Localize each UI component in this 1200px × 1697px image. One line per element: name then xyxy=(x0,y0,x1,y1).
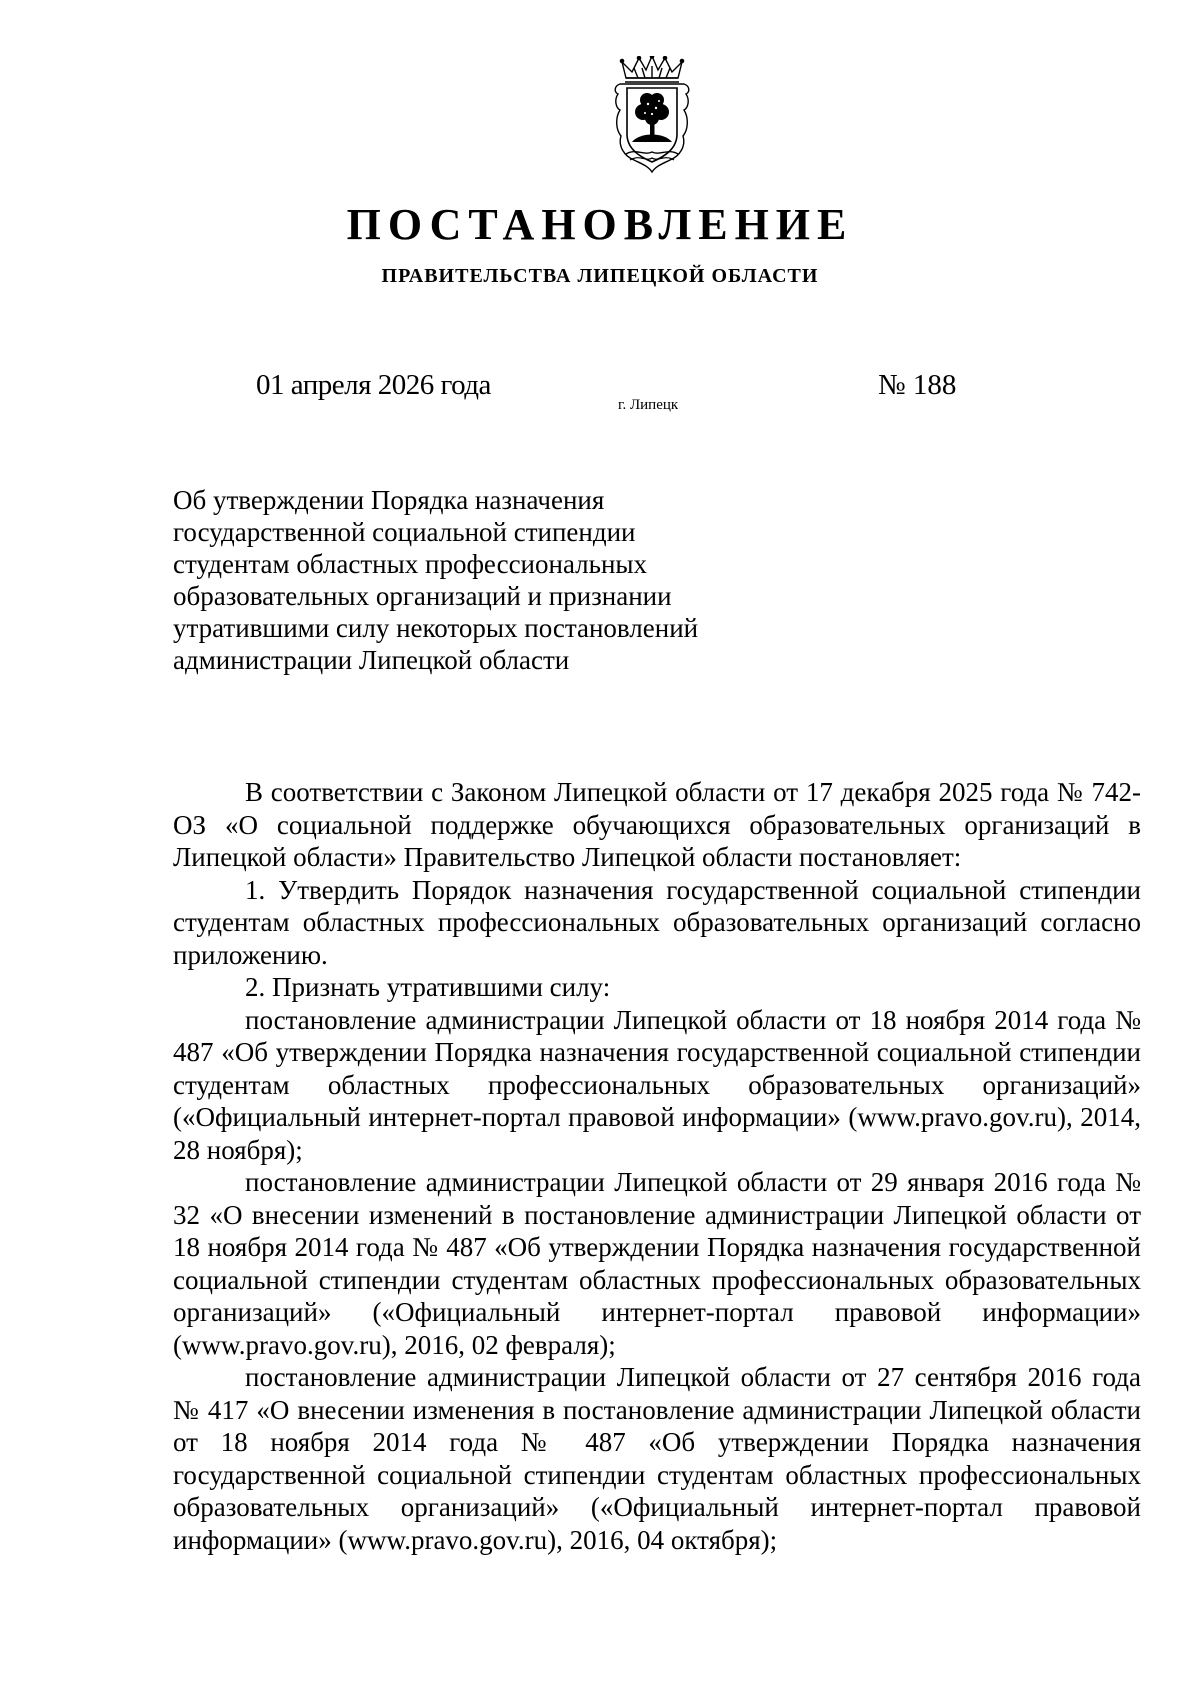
coat-of-arms-icon xyxy=(612,56,692,174)
document-issuer: ПРАВИТЕЛЬСТВА ЛИПЕЦКОЙ ОБЛАСТИ xyxy=(381,265,819,287)
document-body xyxy=(173,776,1141,1556)
subject-line: администрации Липецкой области xyxy=(173,645,570,675)
subject-line: утратившими силу некоторых постановлений xyxy=(173,613,699,643)
document-subject xyxy=(173,484,698,676)
subject-line: государственной социальной стипендии xyxy=(173,517,636,547)
body-paragraph-repeal-3: постановление администрации Липецкой области от 27 сентября 2016 года № 417 «О внесении изменения в постановление администрации Липецкой области от 18 ноября 2014 года № 487 «Об утверждении Порядка назначения государственной социальной стипендии студентам областных профессиональных образовательных организаций» («Официальный интернет-портал правовой информации» (www.pravo.gov.ru), 2016, 04 октября); xyxy=(173,1362,1141,1555)
body-paragraph-item-1: 1. Утвердить Порядок назначения государственной социальной стипендии студентам областных профессиональных образовательных организаций согласно приложению. xyxy=(173,874,1141,970)
body-paragraph-repeal-2: постановление администрации Липецкой области от 29 января 2016 года № 32 «О внесении изменений в постановление администрации Липецкой области от 18 ноября 2014 года № 487 «Об утверждении Порядка назначения государственной социальной стипендии студентам областных профессиональных образовательных организаций» («Официальный интернет-портал правовой информации» (www.pravo.gov.ru), 2016, 02 февраля); xyxy=(173,1167,1141,1360)
body-paragraph-repeal-1: постановление администрации Липецкой области от 18 ноября 2014 года № 487 «Об утверждении Порядка назначения государственной социальной стипендии студентам областных профессиональных образовательных организаций» («Официальный интернет-портал правовой информации» (www.pravo.gov.ru), 2014, 28 ноября); xyxy=(173,1004,1141,1165)
document-city: г. Липецк xyxy=(618,397,679,413)
document-title: ПОСТАНОВЛЕНИЕ xyxy=(346,200,854,249)
subject-line: Об утверждении Порядка назначения xyxy=(173,485,605,515)
subject-line: образовательных организаций и признании xyxy=(173,581,672,611)
subject-line: студентам областных профессиональных xyxy=(173,549,648,579)
document-date: 01 апреля 2026 года xyxy=(256,369,491,401)
body-paragraph-preamble: В соответствии с Законом Липецкой области от 17 декабря 2025 года № 742-ОЗ «О социальной поддержке обучающихся образовательных организаций в Липецкой области» Правительство Липецкой области постановляет: xyxy=(173,777,1141,872)
document-number: № 188 xyxy=(878,369,957,401)
body-paragraph-item-2: 2. Признать утратившими силу: xyxy=(245,972,611,1002)
